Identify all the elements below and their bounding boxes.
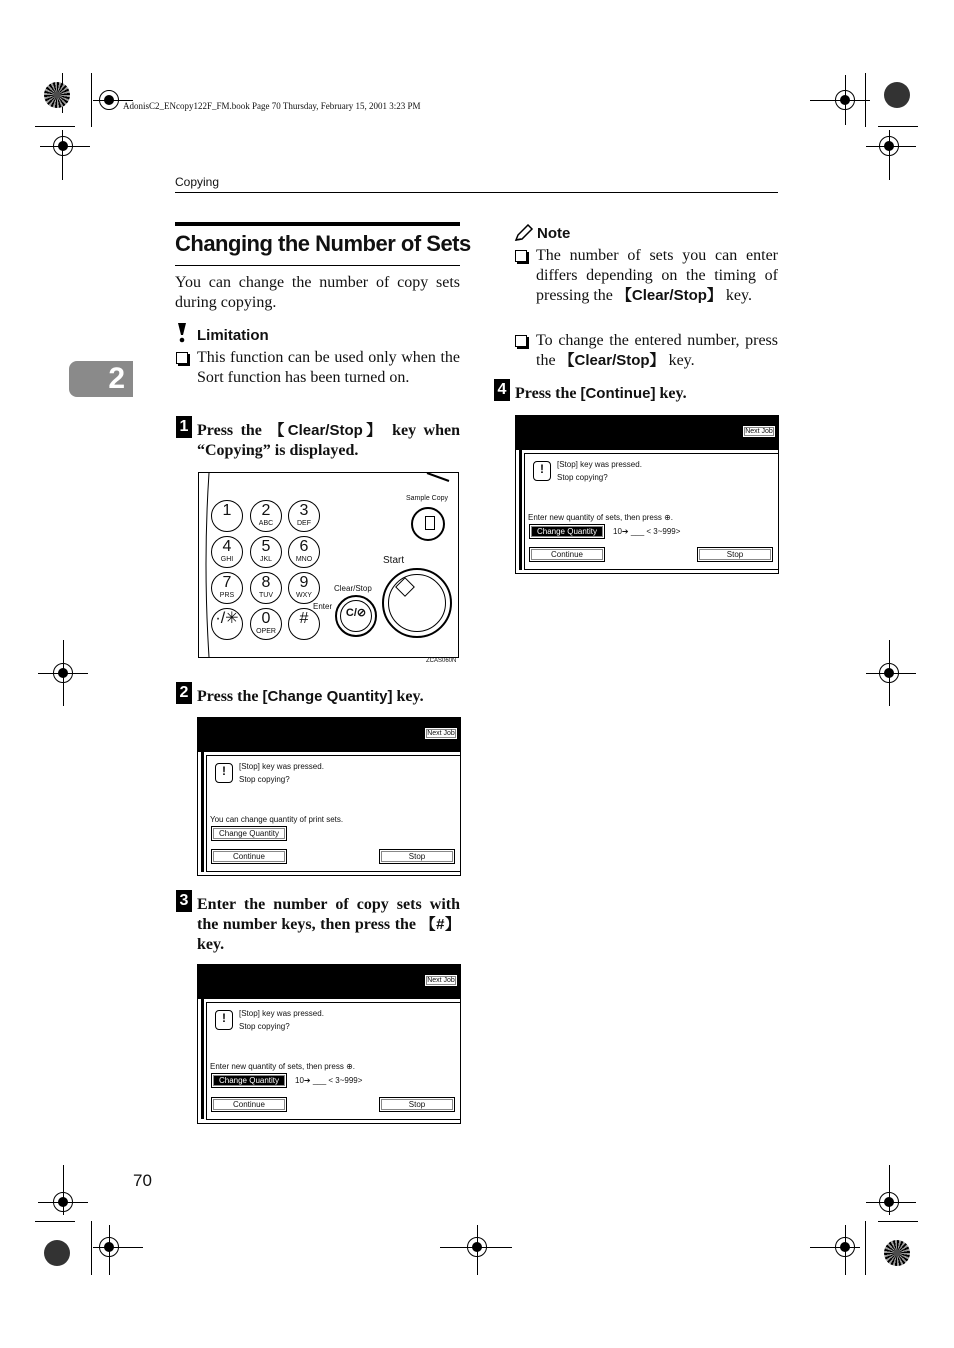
title-rule-top xyxy=(175,222,460,226)
number-key[interactable] xyxy=(250,500,282,532)
key-label: 1 xyxy=(222,502,232,519)
registration-mark xyxy=(879,1192,899,1212)
key-label: 3 xyxy=(299,502,309,519)
number-key[interactable] xyxy=(211,500,243,532)
number-key[interactable] xyxy=(250,572,282,604)
note-item-2: To change the entered number, press the 【Clear/Stop】 key. xyxy=(536,332,778,369)
key-sublabel: PRS xyxy=(219,592,235,599)
start-label: Start xyxy=(383,555,405,566)
enter-label: Enter xyxy=(313,602,333,611)
color-wheel-mark xyxy=(44,1240,70,1266)
key-label: 9 xyxy=(299,574,309,591)
step-number: 2 xyxy=(176,682,192,704)
key-sublabel: JKL xyxy=(259,556,273,563)
stop-button[interactable]: Stop xyxy=(379,1097,455,1112)
key-label: 2 xyxy=(261,502,271,519)
screen-change-quantity xyxy=(197,717,461,876)
quantity-field: 10➔ ___ < 3~999> xyxy=(295,1076,363,1085)
registration-mark xyxy=(467,1237,487,1257)
number-key[interactable] xyxy=(288,608,320,640)
section-intro: You can change the number of copy sets during copying. xyxy=(175,274,460,311)
registration-mark xyxy=(53,1192,73,1212)
registration-mark xyxy=(53,663,73,683)
registration-mark xyxy=(99,1237,119,1257)
number-key[interactable] xyxy=(211,536,243,568)
screen-enter-quantity xyxy=(197,964,461,1124)
next-job-button[interactable]: Next Job xyxy=(424,974,458,987)
note-checkbox-icon xyxy=(515,335,527,347)
clear-stop-label: Clear/Stop xyxy=(334,584,372,593)
step-2-text: Press the [Change Quantity] key. xyxy=(197,688,424,705)
title-rule-bottom xyxy=(175,265,460,266)
key-label: # xyxy=(299,610,309,627)
key-label: 4 xyxy=(222,538,232,555)
registration-mark xyxy=(99,90,119,110)
step-3-text: Enter the number of copy sets with the number keys, then press the 【#】 key. xyxy=(197,896,461,953)
note-heading: Note xyxy=(537,225,571,242)
number-key[interactable] xyxy=(211,608,243,640)
next-job-button[interactable]: Next Job xyxy=(424,727,458,740)
change-quantity-button[interactable]: Change Quantity xyxy=(529,524,605,539)
note-checkbox-icon xyxy=(515,250,527,262)
key-label: ·/✳ xyxy=(215,610,239,627)
clear-stop-key[interactable]: C/⊘ xyxy=(335,595,377,637)
key-label: 8 xyxy=(261,574,271,591)
continue-button[interactable]: Continue xyxy=(211,1097,287,1112)
color-wheel-mark xyxy=(44,82,70,108)
screen-continue xyxy=(515,415,779,574)
registration-mark xyxy=(835,1237,855,1257)
number-key[interactable] xyxy=(211,572,243,604)
note-pencil-icon xyxy=(514,224,534,242)
key-sublabel: OPER xyxy=(256,628,276,635)
quantity-field: 10➔ ___ < 3~999> xyxy=(613,527,681,536)
step-1-text: Press the 【Clear/Stop】 key when “Copying” is displayed. xyxy=(197,422,460,459)
key-label: 7 xyxy=(222,574,232,591)
header-rule xyxy=(175,192,778,193)
section-title: Changing the Number of Sets xyxy=(175,231,471,256)
number-key[interactable] xyxy=(288,536,320,568)
number-key[interactable] xyxy=(250,536,282,568)
message-panel: ! [Stop] key was pressed. Stop copying? You can change quantity of print sets. Change Quantity Continue Stop xyxy=(206,755,461,872)
registration-mark xyxy=(879,663,899,683)
number-key[interactable] xyxy=(288,572,320,604)
control-panel-illustration xyxy=(198,472,459,658)
key-sublabel: MNO xyxy=(295,556,313,563)
key-label: 6 xyxy=(299,538,309,555)
key-label: 0 xyxy=(261,610,271,627)
key-sublabel: GHI xyxy=(220,556,234,563)
continue-button[interactable]: Continue xyxy=(529,547,605,562)
step-4-text: Press the [Continue] key. xyxy=(515,385,687,402)
start-key[interactable] xyxy=(382,568,452,638)
running-head: Copying xyxy=(175,175,220,189)
limitation-checkbox-icon xyxy=(176,352,188,364)
page-number: 70 xyxy=(133,1171,152,1190)
next-job-button[interactable]: Next Job xyxy=(742,425,776,438)
message-panel: ! [Stop] key was pressed. Stop copying? Enter new quantity of sets, then press ⊕. Change Quantity 10➔ ___ < 3~999> Continue Stop xyxy=(524,453,779,570)
alert-icon: ! xyxy=(215,1010,233,1030)
key-sublabel: TUV xyxy=(259,592,273,599)
registration-mark xyxy=(53,136,73,156)
message-panel: ! [Stop] key was pressed. Stop copying? Enter new quantity of sets, then press ⊕. Change Quantity 10➔ ___ < 3~999> Continue Stop xyxy=(206,1002,461,1120)
color-wheel-mark xyxy=(884,1240,910,1266)
chapter-tab: 2 xyxy=(69,361,133,397)
continue-button[interactable]: Continue xyxy=(211,849,287,864)
step-number: 3 xyxy=(176,890,192,912)
sample-copy-key[interactable] xyxy=(411,507,445,541)
sample-copy-icon xyxy=(425,516,435,530)
file-info: AdonisC2_ENcopy122F_FM.book Page 70 Thursday, February 15, 2001 3:23 PM xyxy=(123,101,421,111)
change-quantity-button[interactable]: Change Quantity xyxy=(211,1073,287,1088)
illustration-code-caption: ZCAS060N xyxy=(426,658,457,664)
key-sublabel: WXY xyxy=(296,592,312,599)
limitation-icon xyxy=(177,323,187,343)
registration-mark xyxy=(879,136,899,156)
number-key[interactable] xyxy=(250,608,282,640)
key-sublabel: ABC xyxy=(258,520,274,527)
stop-button[interactable]: Stop xyxy=(697,547,773,562)
alert-icon: ! xyxy=(533,461,551,481)
number-key[interactable] xyxy=(288,500,320,532)
limitation-item: This function can be used only when the Sort function has been turned on. xyxy=(197,349,460,386)
key-label: 5 xyxy=(261,538,271,555)
limitation-heading: Limitation xyxy=(197,327,269,344)
change-quantity-button[interactable]: Change Quantity xyxy=(211,826,287,841)
alert-icon: ! xyxy=(215,763,233,783)
stop-button[interactable]: Stop xyxy=(379,849,455,864)
sample-copy-label: Sample Copy xyxy=(406,495,449,502)
step-number: 1 xyxy=(176,416,192,438)
color-wheel-mark xyxy=(884,82,910,108)
key-sublabel: DEF xyxy=(297,520,311,527)
step-number: 4 xyxy=(494,379,510,401)
note-item-1: The number of sets you can enter differs depending on the timing of pressing the 【Clear/Stop】 key. xyxy=(536,247,778,304)
registration-mark xyxy=(835,90,855,110)
